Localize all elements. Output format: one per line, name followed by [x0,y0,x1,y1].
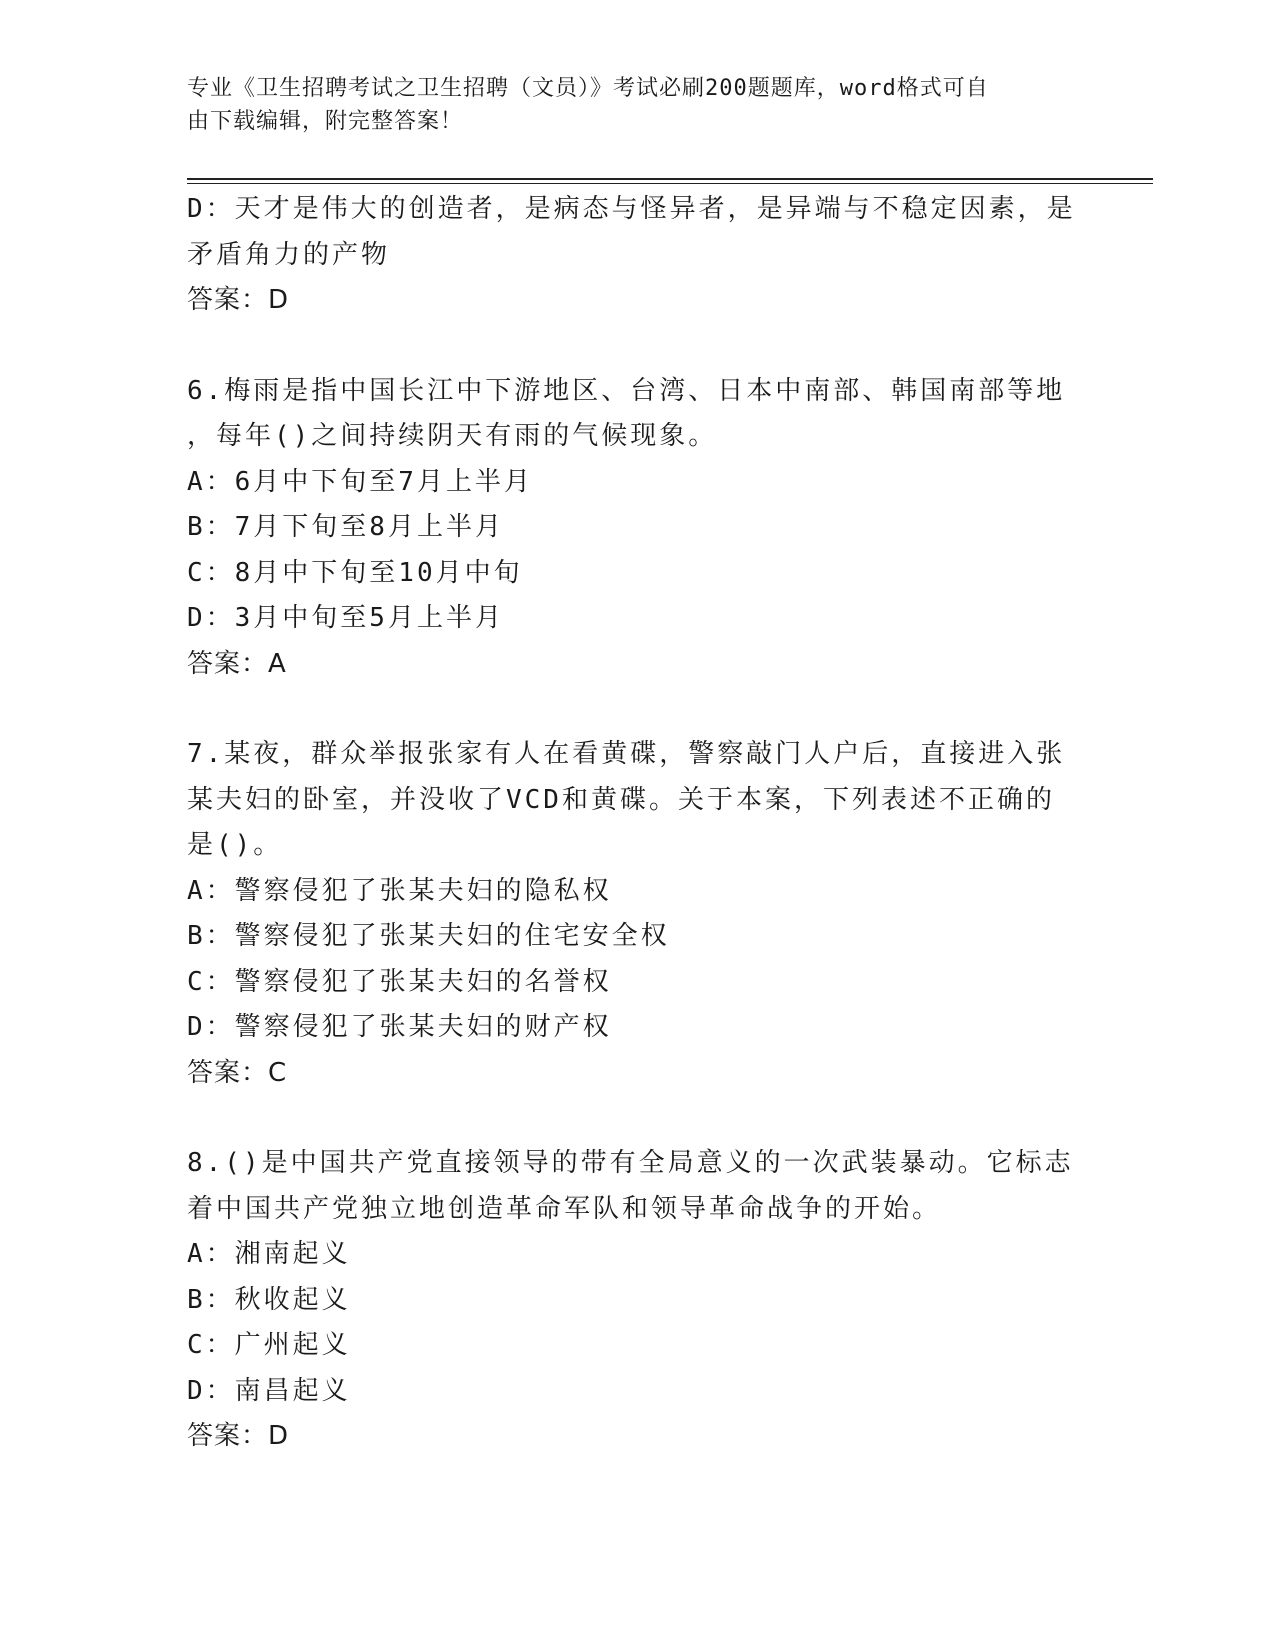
question-stem-continued: ，每年()之间持续阴天有雨的气候现象。 [187,421,718,451]
document-header [187,72,1067,138]
option-b: B：7月下旬至8月上半月 [187,512,504,542]
option-d: D：警察侵犯了张某夫妇的财产权 [187,1012,612,1042]
option-b: B：警察侵犯了张某夫妇的住宅安全权 [187,921,670,951]
option-c: C：广州起义 [187,1330,351,1360]
header-line-1: 专业《卫生招聘考试之卫生招聘（文员）》考试必刷200题题库，word格式可自 [187,76,989,101]
question-5 [187,187,1087,324]
question-stem-continued: 着中国共产党独立地创造革命军队和领导革命战争的开始。 [187,1193,942,1224]
question-8 [187,1141,1087,1460]
question-7 [187,732,1087,1096]
question-stem: 6.梅雨是指中国长江中下游地区、台湾、日本中南部、韩国南部等地 [187,375,1066,406]
question-list [187,187,1087,1460]
option-d-continued: 矛盾角力的产物 [187,239,391,270]
question-gap [187,1096,1087,1141]
question-6 [187,369,1087,688]
header-divider-thick [187,178,1153,180]
header-divider-thin [187,183,1153,184]
option-d: D：3月中旬至5月上半月 [187,603,504,633]
question-stem: 8.()是中国共产党直接领导的带有全局意义的一次武装暴动。它标志 [187,1148,1074,1178]
option-a: A：湘南起义 [187,1239,351,1269]
option-c: C：警察侵犯了张某夫妇的名誉权 [187,966,612,997]
answer: 答案：C [187,1057,288,1088]
question-stem: 7.某夜，群众举报张家有人在看黄碟，警察敲门人户后，直接进入张 [187,739,1066,769]
answer: 答案：A [187,648,287,679]
option-d: D：天才是伟大的创造者，是病态与怪异者，是异端与不稳定因素，是 [187,194,1076,224]
question-stem-continued: 是()。 [187,830,283,860]
option-b: B：秋收起义 [187,1284,351,1315]
option-c: C：8月中下旬至10月中旬 [187,557,523,588]
answer: 答案：D [187,1421,290,1451]
answer: 答案：D [187,285,290,315]
question-gap [187,687,1087,732]
option-a: A：6月中下旬至7月上半月 [187,466,533,497]
question-stem-continued: 某夫妇的卧室，并没收了VCD和黄碟。关于本案，下列表述不正确的 [187,784,1055,815]
question-gap [187,324,1087,369]
option-a: A：警察侵犯了张某夫妇的隐私权 [187,875,612,906]
header-line-2: 由下载编辑，附完整答案！ [187,109,464,134]
option-d: D：南昌起义 [187,1375,351,1406]
